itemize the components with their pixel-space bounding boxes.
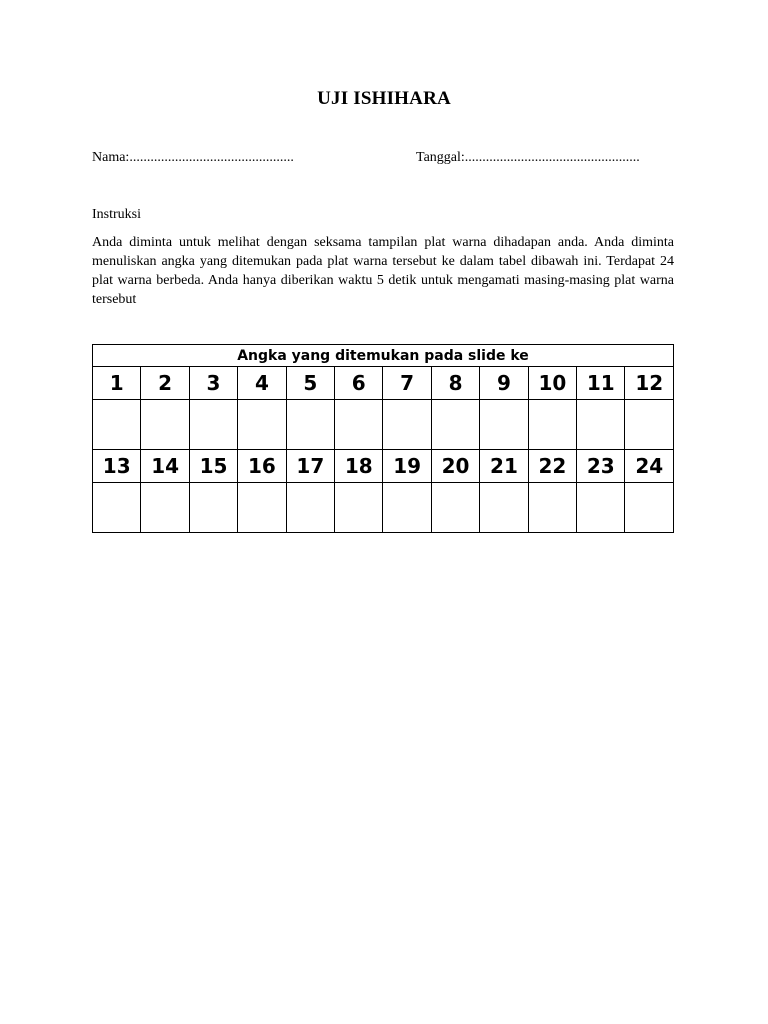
instructions-heading: Instruksi [92,207,141,222]
answer-cell[interactable] [93,483,141,533]
plate-number-row [93,450,674,483]
plate-number-cell: 12 [625,367,674,400]
plate-number-cell: 16 [238,450,286,483]
plate-number-cell: 13 [93,450,141,483]
plate-number-cell: 9 [480,367,528,400]
plate-number-cell: 11 [577,367,625,400]
plate-number-cell: 8 [431,367,479,400]
answer-cell[interactable] [93,400,141,450]
answer-cell[interactable] [189,483,237,533]
answer-cell[interactable] [189,400,237,450]
plate-number-cell: 22 [528,450,576,483]
answer-cell[interactable] [286,483,334,533]
answer-cell[interactable] [480,400,528,450]
document-title: UJI ISHIHARA [317,88,451,109]
answer-cell[interactable] [141,400,189,450]
name-field: Nama:............................................... [92,150,294,165]
plate-number-cell: 5 [286,367,334,400]
plate-number-cell: 6 [335,367,383,400]
plate-number-cell: 7 [383,367,431,400]
date-field: Tanggal:.................................................. [416,150,640,165]
plate-number-cell: 1 [93,367,141,400]
answer-cell[interactable] [480,483,528,533]
answer-cell[interactable] [383,483,431,533]
answer-row [93,400,674,450]
answer-table [92,344,674,533]
table-caption-row [93,345,674,367]
answer-cell[interactable] [577,400,625,450]
plate-number-cell: 3 [189,367,237,400]
plate-number-cell: 14 [141,450,189,483]
answer-row [93,483,674,533]
answer-cell[interactable] [335,483,383,533]
plate-number-cell: 21 [480,450,528,483]
answer-cell[interactable] [335,400,383,450]
plate-number-cell: 10 [528,367,576,400]
answer-cell[interactable] [383,400,431,450]
plate-number-cell: 24 [625,450,674,483]
answer-cell[interactable] [286,400,334,450]
plate-number-cell: 20 [431,450,479,483]
answer-cell[interactable] [238,400,286,450]
answer-cell[interactable] [238,483,286,533]
answer-cell[interactable] [141,483,189,533]
answer-cell[interactable] [431,483,479,533]
answer-cell[interactable] [431,400,479,450]
plate-number-cell: 15 [189,450,237,483]
plate-number-cell: 17 [286,450,334,483]
plate-number-cell: 19 [383,450,431,483]
instructions-body: Anda diminta untuk melihat dengan seksama tampilan plat warna dihadapan anda. Anda diminta menuliskan angka yang ditemukan pada plat warna tersebut ke dalam tabel dibawah ini. Terdapat 24 plat warna berbeda. Anda hanya diberikan waktu 5 detik untuk mengamati masing-masing plat warna tersebut [92,235,674,307]
plate-number-cell: 23 [577,450,625,483]
plate-number-row [93,367,674,400]
answer-cell[interactable] [528,483,576,533]
table-caption: Angka yang ditemukan pada slide ke [93,345,674,367]
plate-number-cell: 18 [335,450,383,483]
answer-cell[interactable] [528,400,576,450]
plate-number-cell: 4 [238,367,286,400]
answer-cell[interactable] [625,400,674,450]
answer-cell[interactable] [577,483,625,533]
plate-number-cell: 2 [141,367,189,400]
answer-cell[interactable] [625,483,674,533]
